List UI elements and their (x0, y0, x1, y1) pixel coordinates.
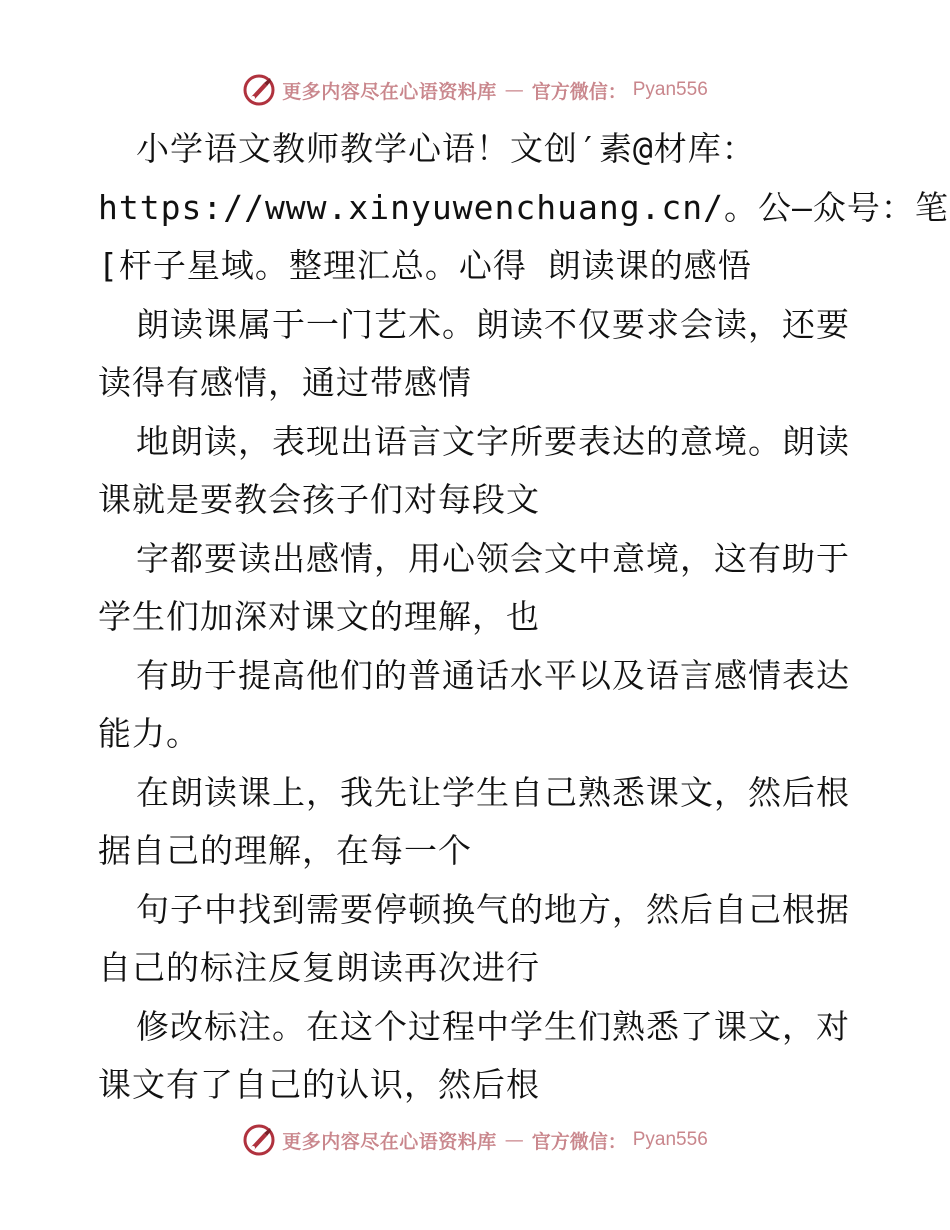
banner-title: 更多内容尽在心语资料库 (282, 80, 497, 103)
text-line: https://www.xinyuwenchuang.cn/。公—众号：笔 (98, 187, 949, 227)
text-line: 有助于提高他们的普通话水平以及语言感情表达 (136, 655, 850, 695)
banner-title: 更多内容尽在心语资料库 (282, 1130, 497, 1153)
paragraph (98, 647, 858, 764)
quill-logo-icon (242, 73, 276, 107)
text-line: 自己的标注反复朗读再次进行 (98, 948, 540, 987)
banner-separator: — (504, 79, 524, 101)
text-line: 朗读课属于一门艺术。朗读不仅要求会读，还要 (136, 304, 850, 344)
paragraph (98, 998, 858, 1115)
text-line: 句子中找到需要停顿换气的地方，然后自己根据 (136, 889, 850, 929)
paragraph (98, 881, 858, 998)
text-line: 读得有感情，通过带感情 (98, 363, 472, 402)
paragraph (98, 764, 858, 881)
text-line: 修改标注。在这个过程中学生们熟悉了课文，对 (136, 1006, 850, 1046)
paragraph (98, 120, 949, 296)
footer-banner (0, 1120, 950, 1160)
text-line: [杆子星域。整理汇总。心得 朗读课的感悟 (98, 246, 752, 285)
paragraph (98, 413, 858, 530)
banner-wechat-label: 官方微信： (531, 80, 627, 103)
document-body (98, 120, 949, 1115)
paragraph (98, 296, 858, 413)
text-line: 课就是要教会孩子们对每段文 (98, 480, 540, 519)
text-line: 学生们加深对课文的理解，也 (98, 597, 540, 636)
banner-separator: — (504, 1129, 524, 1151)
text-line: 地朗读，表现出语言文字所要表达的意境。朗读 (136, 421, 850, 461)
text-line: 能力。 (98, 714, 200, 753)
text-line: 字都要读出感情，用心领会文中意境，这有助于 (136, 538, 850, 578)
banner-wechat-id: Pyan556 (632, 1129, 708, 1150)
banner-wechat-label: 官方微信： (531, 1130, 627, 1153)
text-line: 小学语文教师教学心语！文创′素@材库： (136, 129, 756, 168)
text-line: 据自己的理解，在每一个 (98, 831, 472, 870)
text-line: 在朗读课上，我先让学生自己熟悉课文，然后根 (136, 772, 850, 812)
quill-logo-icon (242, 1123, 276, 1157)
header-banner (0, 70, 950, 110)
text-line: 课文有了自己的认识，然后根 (98, 1065, 540, 1104)
banner-wechat-id: Pyan556 (632, 79, 708, 100)
paragraph (98, 530, 858, 647)
